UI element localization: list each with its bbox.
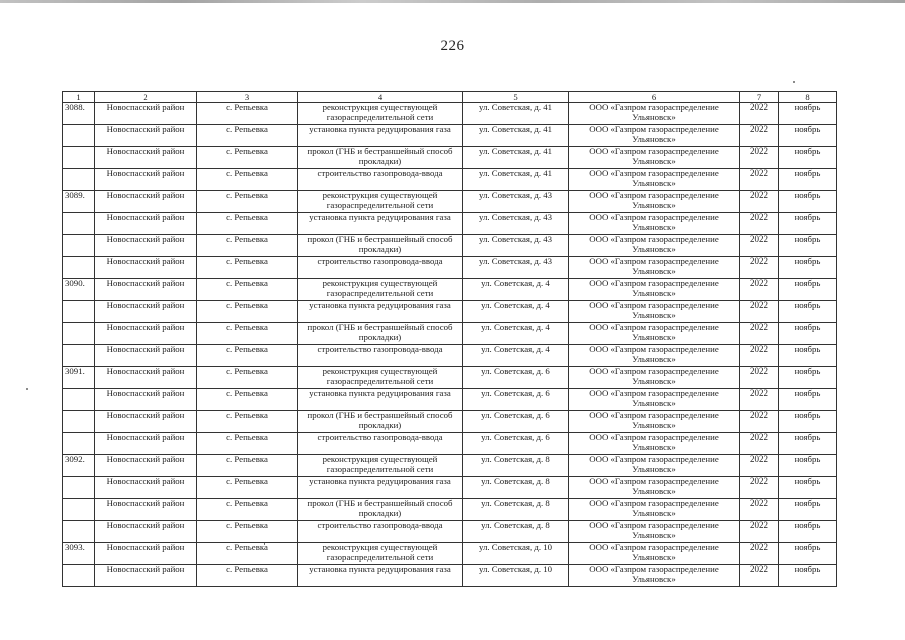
entry-number-cell xyxy=(63,565,95,587)
work-type-cell: реконструкция существующей газораспределительной сети xyxy=(298,543,463,565)
address-cell: ул. Советская, д. 4 xyxy=(463,301,569,323)
year-cell: 2022 xyxy=(740,345,779,367)
settlement-cell: с. Репьевка xyxy=(197,433,298,455)
settlement-cell: с. Репьевка xyxy=(197,235,298,257)
district-cell: Новоспасский район xyxy=(95,521,197,543)
settlement-cell: с. Репьевка xyxy=(197,301,298,323)
table-row xyxy=(63,455,837,477)
table-row xyxy=(63,477,837,499)
work-type-cell: строительство газопровода-ввода xyxy=(298,257,463,279)
district-cell: Новоспасский район xyxy=(95,213,197,235)
year-cell: 2022 xyxy=(740,235,779,257)
organization-cell: ООО «Газпром газораспределение Ульяновск» xyxy=(569,323,740,345)
month-cell: ноябрь xyxy=(779,543,837,565)
column-number: 6 xyxy=(569,92,740,103)
table-row xyxy=(63,213,837,235)
table-row xyxy=(63,345,837,367)
entry-number-cell xyxy=(63,169,95,191)
settlement-cell: с. Репьевка xyxy=(197,565,298,587)
settlement-cell: с. Репьевка xyxy=(197,323,298,345)
year-cell: 2022 xyxy=(740,521,779,543)
organization-cell: ООО «Газпром газораспределение Ульяновск» xyxy=(569,279,740,301)
table-row xyxy=(63,367,837,389)
year-cell: 2022 xyxy=(740,147,779,169)
organization-cell: ООО «Газпром газораспределение Ульяновск» xyxy=(569,257,740,279)
year-cell: 2022 xyxy=(740,103,779,125)
year-cell: 2022 xyxy=(740,301,779,323)
entry-number-cell xyxy=(63,213,95,235)
year-cell: 2022 xyxy=(740,279,779,301)
month-cell: ноябрь xyxy=(779,147,837,169)
organization-cell: ООО «Газпром газораспределение Ульяновск» xyxy=(569,411,740,433)
table-row xyxy=(63,147,837,169)
district-cell: Новоспасский район xyxy=(95,477,197,499)
work-type-cell: установка пункта редуцирования газа xyxy=(298,125,463,147)
entry-number-cell xyxy=(63,411,95,433)
organization-cell: ООО «Газпром газораспределение Ульяновск» xyxy=(569,477,740,499)
year-cell: 2022 xyxy=(740,323,779,345)
work-type-cell: реконструкция существующей газораспределительной сети xyxy=(298,279,463,301)
column-number: 5 xyxy=(463,92,569,103)
organization-cell: ООО «Газпром газораспределение Ульяновск» xyxy=(569,433,740,455)
year-cell: 2022 xyxy=(740,565,779,587)
table-row xyxy=(63,565,837,587)
table-body xyxy=(63,103,837,587)
address-cell: ул. Советская, д. 41 xyxy=(463,103,569,125)
work-type-cell: реконструкция существующей газораспределительной сети xyxy=(298,191,463,213)
organization-cell: ООО «Газпром газораспределение Ульяновск» xyxy=(569,565,740,587)
address-cell: ул. Советская, д. 41 xyxy=(463,125,569,147)
work-type-cell: реконструкция существующей газораспределительной сети xyxy=(298,367,463,389)
organization-cell: ООО «Газпром газораспределение Ульяновск» xyxy=(569,169,740,191)
organization-cell: ООО «Газпром газораспределение Ульяновск» xyxy=(569,345,740,367)
column-number: 3 xyxy=(197,92,298,103)
entry-number-cell xyxy=(63,477,95,499)
table-row xyxy=(63,521,837,543)
entry-number-cell: 3093. xyxy=(63,543,95,565)
entry-number-cell xyxy=(63,323,95,345)
district-cell: Новоспасский район xyxy=(95,301,197,323)
organization-cell: ООО «Газпром газораспределение Ульяновск» xyxy=(569,543,740,565)
year-cell: 2022 xyxy=(740,477,779,499)
work-type-cell: реконструкция существующей газораспределительной сети xyxy=(298,455,463,477)
organization-cell: ООО «Газпром газораспределение Ульяновск» xyxy=(569,191,740,213)
month-cell: ноябрь xyxy=(779,191,837,213)
address-cell: ул. Советская, д. 43 xyxy=(463,235,569,257)
month-cell: ноябрь xyxy=(779,455,837,477)
year-cell: 2022 xyxy=(740,367,779,389)
district-cell: Новоспасский район xyxy=(95,147,197,169)
address-cell: ул. Советская, д. 43 xyxy=(463,213,569,235)
work-type-cell: установка пункта редуцирования газа xyxy=(298,565,463,587)
month-cell: ноябрь xyxy=(779,279,837,301)
year-cell: 2022 xyxy=(740,125,779,147)
address-cell: ул. Советская, д. 8 xyxy=(463,455,569,477)
entry-number-cell: 3089. xyxy=(63,191,95,213)
work-type-cell: прокол (ГНБ и бестраншейный способ прокладки) xyxy=(298,323,463,345)
work-type-cell: строительство газопровода-ввода xyxy=(298,433,463,455)
entry-number-cell: 3092. xyxy=(63,455,95,477)
table-row xyxy=(63,191,837,213)
organization-cell: ООО «Газпром газораспределение Ульяновск» xyxy=(569,521,740,543)
work-type-cell: установка пункта редуцирования газа xyxy=(298,389,463,411)
district-cell: Новоспасский район xyxy=(95,191,197,213)
month-cell: ноябрь xyxy=(779,169,837,191)
settlement-cell: с. Репьевка xyxy=(197,257,298,279)
settlement-cell: с. Репьевка xyxy=(197,279,298,301)
register-table xyxy=(62,91,837,587)
district-cell: Новоспасский район xyxy=(95,433,197,455)
table-row xyxy=(63,235,837,257)
address-cell: ул. Советская, д. 8 xyxy=(463,499,569,521)
table-row xyxy=(63,543,837,565)
entry-number-cell xyxy=(63,389,95,411)
settlement-cell: с. Репьевка xyxy=(197,125,298,147)
table-row xyxy=(63,103,837,125)
month-cell: ноябрь xyxy=(779,323,837,345)
year-cell: 2022 xyxy=(740,257,779,279)
district-cell: Новоспасский район xyxy=(95,389,197,411)
settlement-cell: с. Репьевка xyxy=(197,147,298,169)
district-cell: Новоспасский район xyxy=(95,367,197,389)
settlement-cell: с. Репьевка xyxy=(197,103,298,125)
month-cell: ноябрь xyxy=(779,345,837,367)
district-cell: Новоспасский район xyxy=(95,235,197,257)
entry-number-cell: 3090. xyxy=(63,279,95,301)
work-type-cell: строительство газопровода-ввода xyxy=(298,521,463,543)
month-cell: ноябрь xyxy=(779,389,837,411)
table-row xyxy=(63,389,837,411)
entry-number-cell xyxy=(63,257,95,279)
month-cell: ноябрь xyxy=(779,565,837,587)
year-cell: 2022 xyxy=(740,433,779,455)
table-row xyxy=(63,433,837,455)
entry-number-cell: 3091. xyxy=(63,367,95,389)
organization-cell: ООО «Газпром газораспределение Ульяновск» xyxy=(569,389,740,411)
year-cell: 2022 xyxy=(740,543,779,565)
scan-speck xyxy=(26,388,28,390)
district-cell: Новоспасский район xyxy=(95,323,197,345)
work-type-cell: прокол (ГНБ и бестраншейный способ прокладки) xyxy=(298,411,463,433)
month-cell: ноябрь xyxy=(779,125,837,147)
settlement-cell: с. Репьевка xyxy=(197,477,298,499)
district-cell: Новоспасский район xyxy=(95,279,197,301)
table-row xyxy=(63,257,837,279)
month-cell: ноябрь xyxy=(779,301,837,323)
work-type-cell: установка пункта редуцирования газа xyxy=(298,301,463,323)
address-cell: ул. Советская, д. 10 xyxy=(463,565,569,587)
district-cell: Новоспасский район xyxy=(95,455,197,477)
year-cell: 2022 xyxy=(740,191,779,213)
table-row xyxy=(63,411,837,433)
district-cell: Новоспасский район xyxy=(95,257,197,279)
settlement-cell: с. Репьевка xyxy=(197,213,298,235)
work-type-cell: установка пункта редуцирования газа xyxy=(298,213,463,235)
settlement-cell: с. Репьевка xyxy=(197,543,298,565)
month-cell: ноябрь xyxy=(779,477,837,499)
organization-cell: ООО «Газпром газораспределение Ульяновск» xyxy=(569,367,740,389)
settlement-cell: с. Репьевка xyxy=(197,521,298,543)
entry-number-cell xyxy=(63,345,95,367)
table-row xyxy=(63,301,837,323)
district-cell: Новоспасский район xyxy=(95,103,197,125)
address-cell: ул. Советская, д. 43 xyxy=(463,257,569,279)
district-cell: Новоспасский район xyxy=(95,499,197,521)
settlement-cell: с. Репьевка xyxy=(197,345,298,367)
work-type-cell: прокол (ГНБ и бестраншейный способ прокладки) xyxy=(298,147,463,169)
column-number: 7 xyxy=(740,92,779,103)
month-cell: ноябрь xyxy=(779,213,837,235)
district-cell: Новоспасский район xyxy=(95,411,197,433)
address-cell: ул. Советская, д. 8 xyxy=(463,521,569,543)
scan-edge xyxy=(0,0,905,3)
month-cell: ноябрь xyxy=(779,103,837,125)
settlement-cell: с. Репьевка xyxy=(197,499,298,521)
table-row xyxy=(63,323,837,345)
address-cell: ул. Советская, д. 10 xyxy=(463,543,569,565)
work-type-cell: прокол (ГНБ и бестраншейный способ прокладки) xyxy=(298,235,463,257)
address-cell: ул. Советская, д. 6 xyxy=(463,411,569,433)
address-cell: ул. Советская, д. 4 xyxy=(463,345,569,367)
year-cell: 2022 xyxy=(740,213,779,235)
page-number: 226 xyxy=(440,38,465,54)
address-cell: ул. Советская, д. 6 xyxy=(463,367,569,389)
district-cell: Новоспасский район xyxy=(95,169,197,191)
column-number-row xyxy=(63,92,837,103)
organization-cell: ООО «Газпром газораспределение Ульяновск» xyxy=(569,125,740,147)
entry-number-cell xyxy=(63,499,95,521)
organization-cell: ООО «Газпром газораспределение Ульяновск» xyxy=(569,499,740,521)
month-cell: ноябрь xyxy=(779,367,837,389)
address-cell: ул. Советская, д. 41 xyxy=(463,147,569,169)
settlement-cell: с. Репьевка xyxy=(197,191,298,213)
entry-number-cell xyxy=(63,301,95,323)
entry-number-cell xyxy=(63,521,95,543)
year-cell: 2022 xyxy=(740,169,779,191)
address-cell: ул. Советская, д. 6 xyxy=(463,389,569,411)
year-cell: 2022 xyxy=(740,389,779,411)
settlement-cell: с. Репьевка xyxy=(197,389,298,411)
work-type-cell: установка пункта редуцирования газа xyxy=(298,477,463,499)
district-cell: Новоспасский район xyxy=(95,543,197,565)
column-number: 2 xyxy=(95,92,197,103)
month-cell: ноябрь xyxy=(779,521,837,543)
organization-cell: ООО «Газпром газораспределение Ульяновск» xyxy=(569,455,740,477)
entry-number-cell xyxy=(63,433,95,455)
month-cell: ноябрь xyxy=(779,433,837,455)
work-type-cell: строительство газопровода-ввода xyxy=(298,345,463,367)
month-cell: ноябрь xyxy=(779,235,837,257)
address-cell: ул. Советская, д. 6 xyxy=(463,433,569,455)
organization-cell: ООО «Газпром газораспределение Ульяновск» xyxy=(569,147,740,169)
organization-cell: ООО «Газпром газораспределение Ульяновск» xyxy=(569,235,740,257)
organization-cell: ООО «Газпром газораспределение Ульяновск» xyxy=(569,213,740,235)
scan-speck xyxy=(793,81,795,83)
work-type-cell: реконструкция существующей газораспределительной сети xyxy=(298,103,463,125)
address-cell: ул. Советская, д. 43 xyxy=(463,191,569,213)
organization-cell: ООО «Газпром газораспределение Ульяновск» xyxy=(569,103,740,125)
settlement-cell: с. Репьевка xyxy=(197,169,298,191)
column-number: 4 xyxy=(298,92,463,103)
month-cell: ноябрь xyxy=(779,411,837,433)
month-cell: ноябрь xyxy=(779,257,837,279)
settlement-cell: с. Репьевка xyxy=(197,455,298,477)
entry-number-cell xyxy=(63,147,95,169)
district-cell: Новоспасский район xyxy=(95,345,197,367)
year-cell: 2022 xyxy=(740,499,779,521)
entry-number-cell xyxy=(63,235,95,257)
month-cell: ноябрь xyxy=(779,499,837,521)
address-cell: ул. Советская, д. 8 xyxy=(463,477,569,499)
district-cell: Новоспасский район xyxy=(95,125,197,147)
address-cell: ул. Советская, д. 4 xyxy=(463,323,569,345)
settlement-cell: с. Репьевка xyxy=(197,367,298,389)
year-cell: 2022 xyxy=(740,411,779,433)
column-number: 8 xyxy=(779,92,837,103)
entry-number-cell: 3088. xyxy=(63,103,95,125)
table-row xyxy=(63,125,837,147)
work-type-cell: прокол (ГНБ и бестраншейный способ прокладки) xyxy=(298,499,463,521)
entry-number-cell xyxy=(63,125,95,147)
table-row xyxy=(63,499,837,521)
table-row xyxy=(63,279,837,301)
organization-cell: ООО «Газпром газораспределение Ульяновск» xyxy=(569,301,740,323)
year-cell: 2022 xyxy=(740,455,779,477)
district-cell: Новоспасский район xyxy=(95,565,197,587)
work-type-cell: строительство газопровода-ввода xyxy=(298,169,463,191)
address-cell: ул. Советская, д. 41 xyxy=(463,169,569,191)
settlement-cell: с. Репьевка xyxy=(197,411,298,433)
table-row xyxy=(63,169,837,191)
address-cell: ул. Советская, д. 4 xyxy=(463,279,569,301)
column-number: 1 xyxy=(63,92,95,103)
